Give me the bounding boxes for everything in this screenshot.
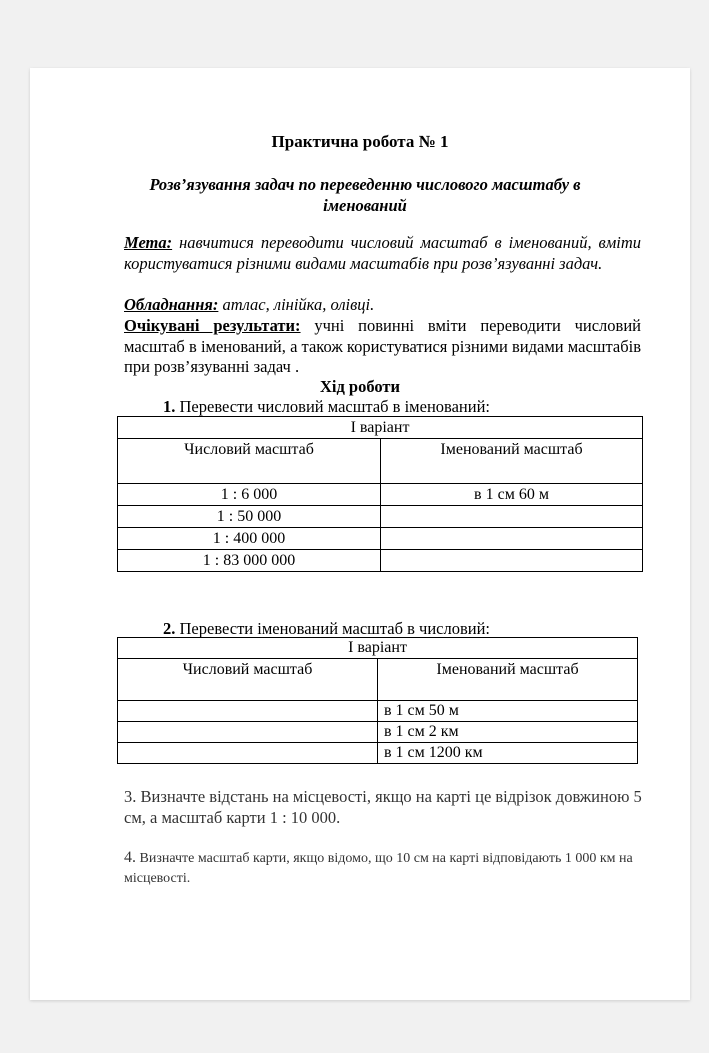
table-row — [118, 528, 643, 550]
table1-cell: 1 : 400 000 — [118, 528, 381, 550]
table1-header-numeric: Числовий масштаб — [118, 439, 381, 484]
table-row — [118, 550, 643, 572]
table1-cell: 1 : 6 000 — [118, 484, 381, 506]
table1-cell: 1 : 83 000 000 — [118, 550, 381, 572]
equipment-label: Обладнання: — [124, 295, 219, 314]
table-row — [118, 701, 638, 722]
table1-cell — [381, 506, 643, 528]
goal-paragraph — [124, 233, 641, 274]
goal-text: навчитися переводити числовий масштаб в іменований, вміти користуватися різними видами масштабів при розв’язуванні задач. — [124, 233, 641, 273]
table2-cell — [118, 701, 378, 722]
results-label: Очікувані результати: — [124, 316, 301, 335]
task3-number: 3. — [124, 787, 137, 806]
table2-cell: в 1 см 2 км — [378, 722, 638, 743]
equipment-text: атлас, лінійка, олівці. — [222, 295, 375, 314]
table1-cell — [381, 550, 643, 572]
document-page — [30, 68, 690, 1000]
task3-paragraph — [124, 786, 644, 828]
task2-text: Перевести іменований масштаб в числовий: — [179, 619, 490, 638]
goal-label: Мета: — [124, 233, 173, 252]
task3-text: Визначте відстань на місцевості, якщо на карті це відрізок довжиною 5 см, а масштаб карти 1 : 10 000. — [124, 787, 642, 827]
table2-cell — [118, 722, 378, 743]
table-named-to-numeric — [117, 637, 638, 764]
table1-cell: 1 : 50 000 — [118, 506, 381, 528]
results-paragraph — [124, 316, 641, 378]
table2-header-numeric: Числовий масштаб — [118, 659, 378, 701]
table2-header-named: Іменований масштаб — [378, 659, 638, 701]
table-row — [118, 484, 643, 506]
task1-heading — [163, 397, 490, 417]
table1-cell: в 1 см 60 м — [381, 484, 643, 506]
document-subtitle: Розв’язування задач по переведенню числового масштабу в іменований — [149, 175, 581, 215]
table-numeric-to-named — [117, 416, 643, 572]
table2-cell — [118, 743, 378, 764]
task4-number: 4. — [124, 849, 136, 866]
task1-number: 1. — [163, 397, 176, 416]
task1-text: Перевести числовий масштаб в іменований: — [179, 397, 490, 416]
table-row — [118, 506, 643, 528]
task4-paragraph — [124, 848, 644, 889]
table2-cell: в 1 см 50 м — [378, 701, 638, 722]
table-row — [118, 722, 638, 743]
progress-heading: Хід роботи — [319, 377, 401, 396]
results-text: учні повинні вміти переводити числовий масштаб в іменований, а також користуватися різними видами масштабів при розв’язуванні задач . — [124, 316, 641, 376]
table2-variant: І варіант — [118, 638, 638, 659]
table2-cell: в 1 см 1200 км — [378, 743, 638, 764]
task2-number: 2. — [163, 619, 176, 638]
task2-heading — [163, 619, 490, 639]
equipment-paragraph — [124, 295, 641, 316]
table-row — [118, 743, 638, 764]
table1-header-named: Іменований масштаб — [381, 439, 643, 484]
table1-variant: І варіант — [118, 417, 643, 439]
task4-text: Визначте масштаб карти, якщо відомо, що 10 см на карті відповідають 1 000 км на місцевості. — [124, 851, 633, 886]
table1-cell — [381, 528, 643, 550]
document-title: Практична робота № 1 — [271, 132, 449, 151]
